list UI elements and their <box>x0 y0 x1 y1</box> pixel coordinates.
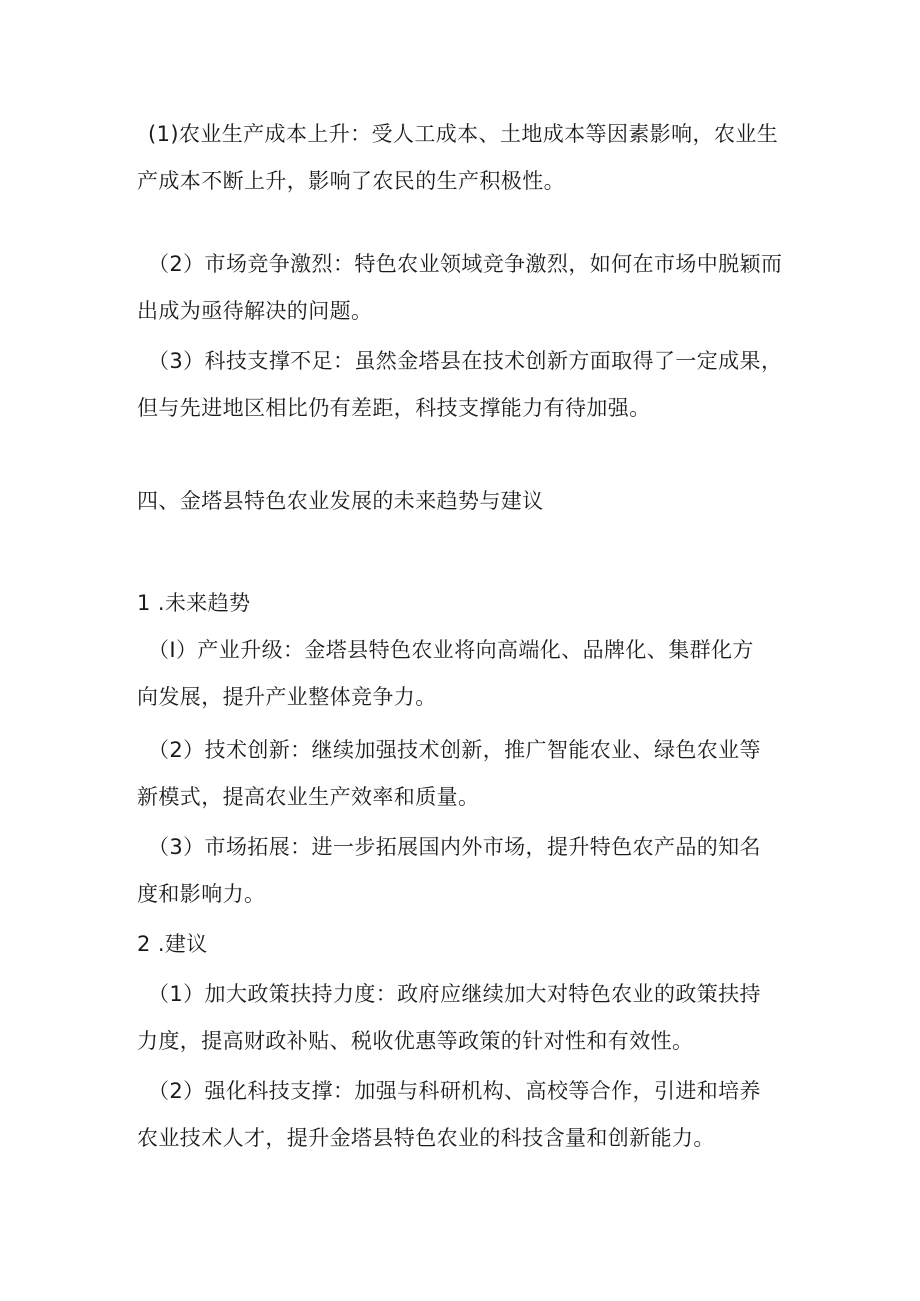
trends-heading: 1 .未来趋势 <box>137 591 251 615</box>
trend-2-line-1: （2）技术创新：继续加强技术创新，推广智能农业、绿色农业等 <box>148 738 761 762</box>
challenge-1-line-2: 产成本不断上升，影响了农民的生产积极性。 <box>137 169 565 193</box>
challenge-2-line-1: （2）市场竞争激烈：特色农业领域竞争激烈，如何在市场中脱颖而 <box>148 252 783 276</box>
trend-3-line-1: （3）市场拓展：进一步拓展国内外市场，提升特色农产品的知名 <box>148 835 761 859</box>
suggestion-1-line-2: 力度，提高财政补贴、税收优惠等政策的针对性和有效性。 <box>137 1029 694 1053</box>
trend-2-line-2: 新模式，提高农业生产效率和质量。 <box>137 785 480 809</box>
challenge-3-line-1: （3）科技支撑不足：虽然金塔县在技术创新方面取得了一定成果， <box>148 349 783 373</box>
trend-1-line-1: （I）产业升级：金塔县特色农业将向高端化、品牌化、集群化方 <box>148 638 754 662</box>
challenge-1-line-1: (1)农业生产成本上升：受人工成本、土地成本等因素影响，农业生 <box>148 122 779 146</box>
suggestions-heading: 2 .建议 <box>137 932 208 956</box>
challenge-2-line-2: 出成为亟待解决的问题。 <box>137 299 373 323</box>
trend-3-line-2: 度和影响力。 <box>137 882 266 906</box>
section-heading: 四、金塔县特色农业发展的未来趋势与建议 <box>137 489 544 513</box>
suggestion-2-line-2: 农业技术人才，提升金塔县特色农业的科技含量和创新能力。 <box>137 1126 715 1150</box>
suggestion-2-line-1: （2）强化科技支撑：加强与科研机构、高校等合作，引进和培养 <box>148 1079 761 1103</box>
suggestion-1-line-1: （1）加大政策扶持力度：政府应继续加大对特色农业的政策扶持 <box>148 982 761 1006</box>
trend-1-line-2: 向发展，提升产业整体竞争力。 <box>137 685 437 709</box>
challenge-3-line-2: 但与先进地区相比仍有差距，科技支撑能力有待加强。 <box>137 396 651 420</box>
